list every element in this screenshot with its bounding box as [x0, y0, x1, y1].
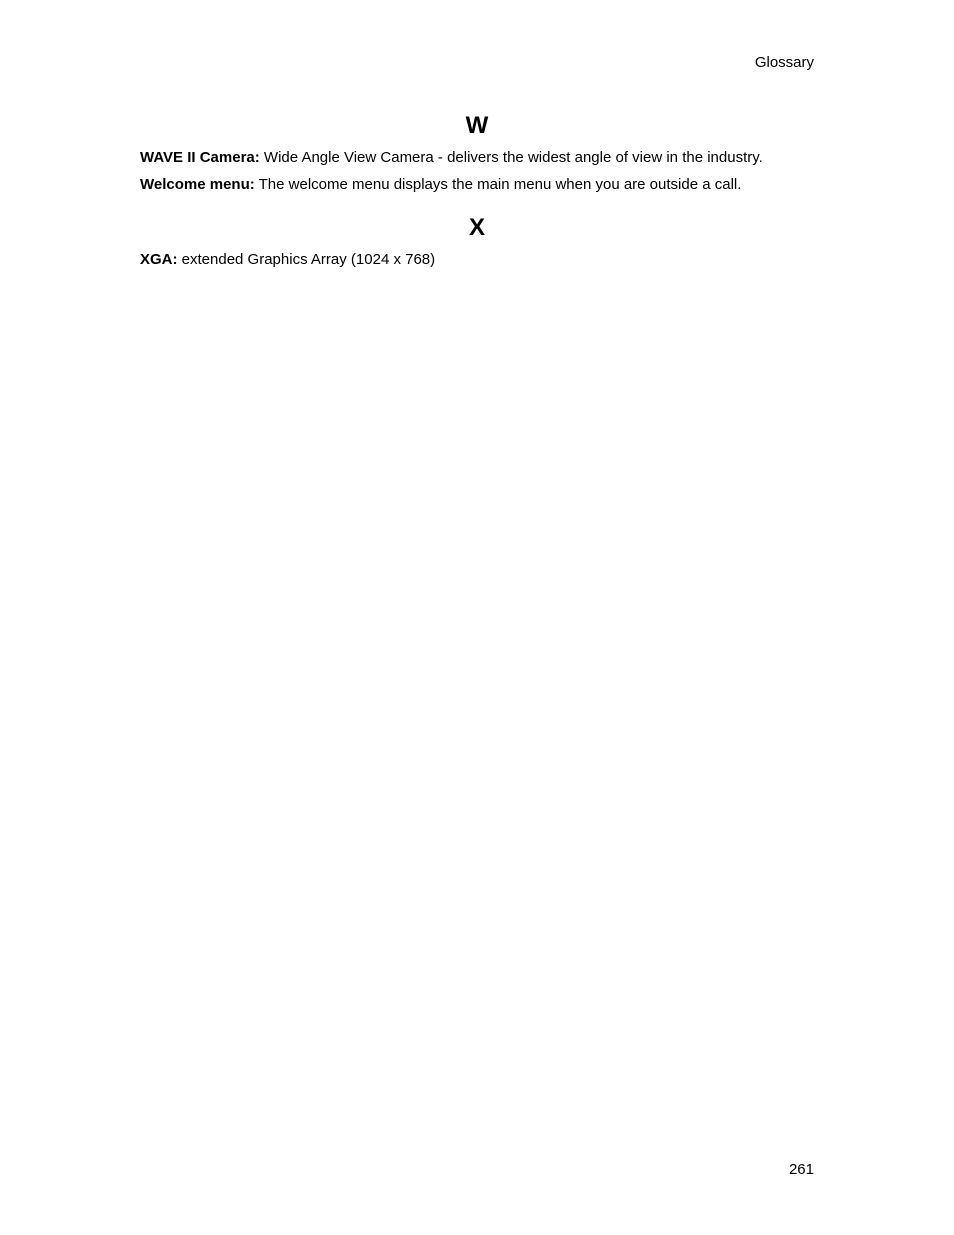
section-heading-x: X	[468, 214, 485, 241]
header-section-title: Glossary	[754, 54, 814, 71]
glossary-definition: The welcome menu displays the main menu when you are outside a call.	[254, 176, 742, 193]
glossary-definition: extended Graphics Array (1024 x 768)	[177, 251, 436, 268]
glossary-term: WAVE II Camera:	[140, 149, 260, 166]
glossary-content	[140, 112, 814, 269]
glossary-entry-welcome-menu	[140, 176, 814, 194]
glossary-term: Welcome menu:	[140, 176, 255, 193]
glossary-entry-xga	[140, 251, 814, 269]
glossary-definition: Wide Angle View Camera - delivers the widest angle of view in the industry.	[259, 149, 763, 166]
section-heading-w: W	[465, 112, 489, 139]
page-number: 261	[788, 1161, 814, 1178]
running-header	[755, 54, 814, 72]
glossary-term: XGA:	[140, 251, 178, 268]
glossary-entry-wave-ii-camera	[140, 149, 814, 167]
